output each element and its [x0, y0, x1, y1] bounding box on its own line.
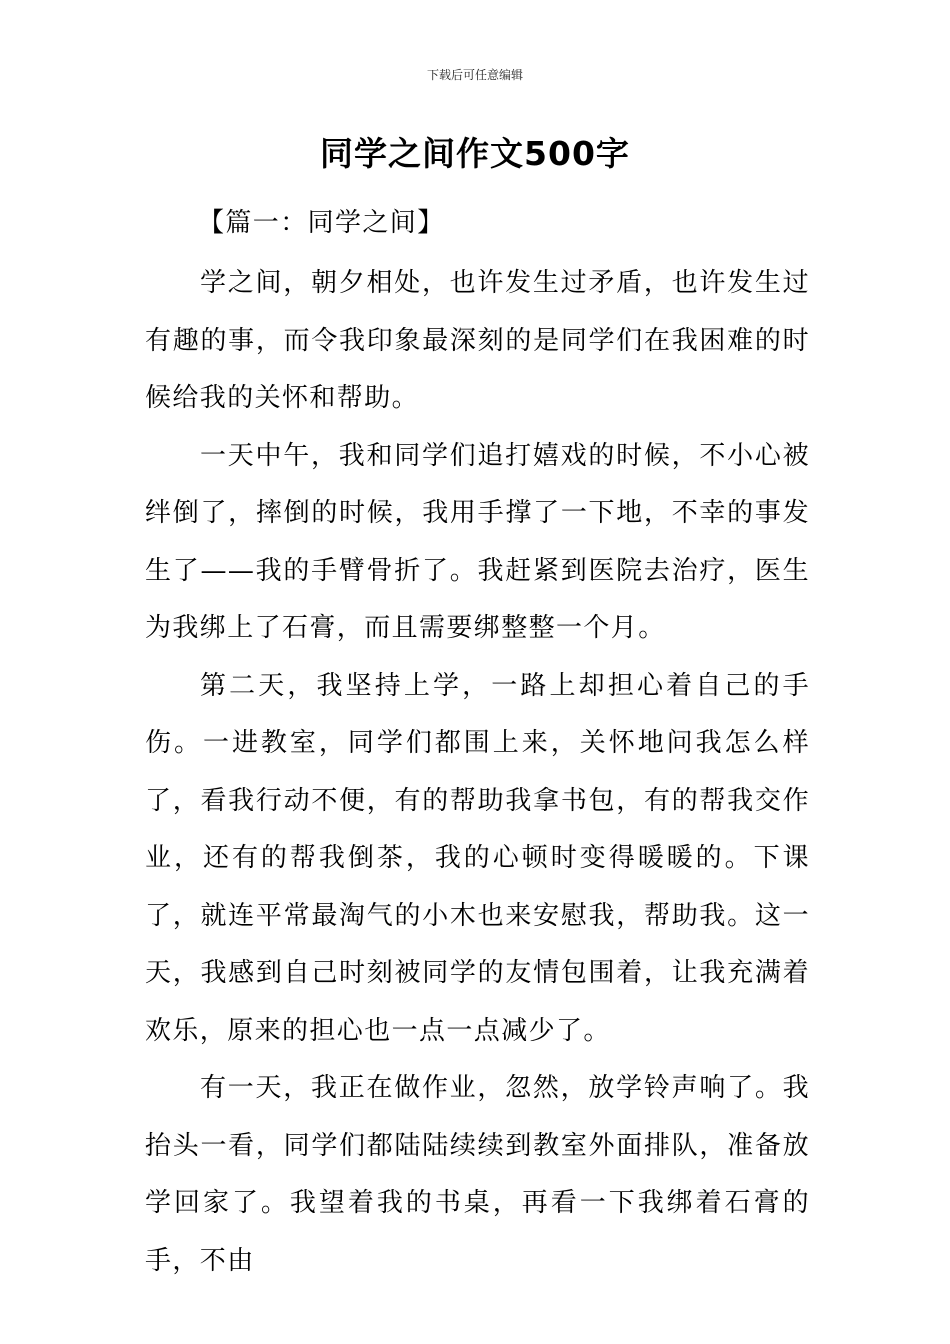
- header-note: 下载后可任意编辑: [426, 68, 523, 82]
- paragraph-3: 第二天，我坚持上学，一路上却担心着自己的手伤。一进教室，同学们都围上来，关怀地问我怎么样了，看我行动不便，有的帮助我拿书包，有的帮我交作业，还有的帮我倒茶，我的心顿时变得暖暖的。下课了，就连平常最淘气的小木也来安慰我，帮助我。这一天，我感到自己时刻被同学的友情包围着，让我充满着欢乐，原来的担心也一点一点减少了。: [145, 670, 810, 1046]
- paragraph-2: 一天中午，我和同学们追打嬉戏的时候，不小心被绊倒了，摔倒的时候，我用手撑了一下地，不幸的事发生了——我的手臂骨折了。我赶紧到医院去治疗，医生为我绑上了石膏，而且需要绑整整一个月。: [145, 440, 810, 643]
- document-body: [145, 200, 810, 1290]
- document-title: 同学之间作文500字: [320, 134, 630, 173]
- section-heading: 【篇一：同学之间】: [198, 208, 445, 238]
- paragraph-4: 有一天，我正在做作业，忽然，放学铃声响了。我抬头一看，同学们都陆陆续续到教室外面排队，准备放学回家了。我望着我的书桌，再看一下我绑着石膏的手，不由: [145, 1073, 810, 1276]
- paragraph-1: 学之间，朝夕相处，也许发生过矛盾，也许发生过有趣的事，而令我印象最深刻的是同学们在我困难的时候给我的关怀和帮助。: [145, 268, 810, 413]
